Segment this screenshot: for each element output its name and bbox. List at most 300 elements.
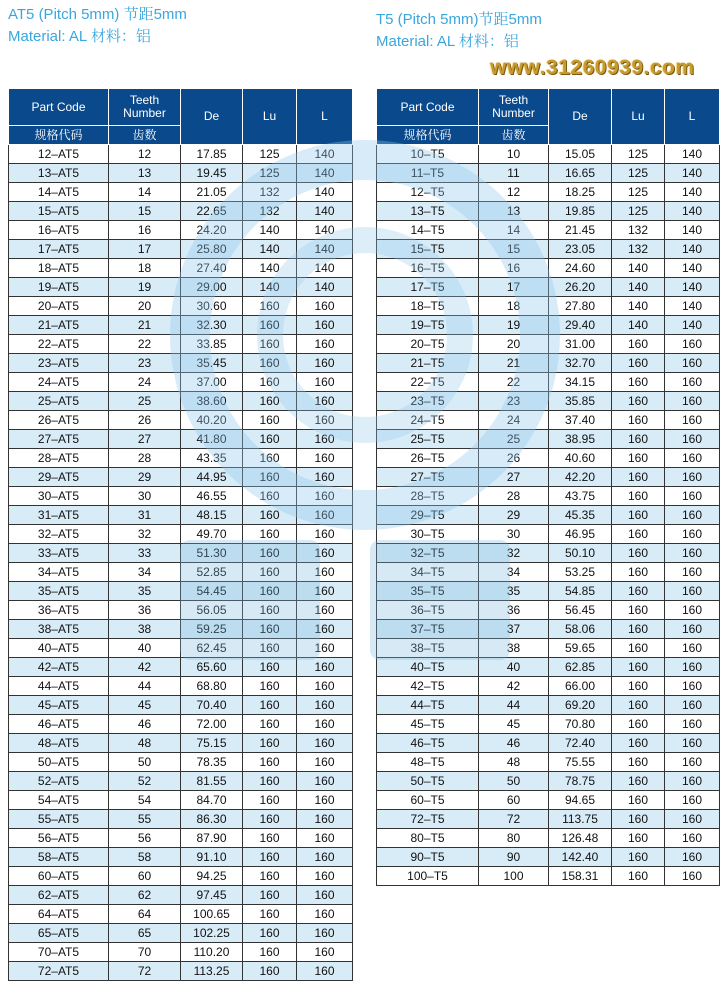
cell-teeth: 38	[109, 620, 181, 639]
table-row	[377, 734, 720, 753]
table-row	[9, 639, 353, 658]
cell-teeth: 72	[479, 810, 549, 829]
cell-de: 87.90	[181, 829, 243, 848]
header-de: De	[181, 89, 243, 145]
cell-lu: 140	[612, 259, 665, 278]
cell-part-code: 35–T5	[377, 582, 479, 601]
cell-l: 160	[297, 905, 353, 924]
table-row	[9, 848, 353, 867]
cell-part-code: 28–AT5	[9, 449, 109, 468]
table-row	[377, 164, 720, 183]
cell-de: 29.40	[549, 316, 612, 335]
cell-l: 140	[665, 297, 720, 316]
cell-part-code: 30–T5	[377, 525, 479, 544]
cell-lu: 160	[612, 525, 665, 544]
cell-part-code: 26–AT5	[9, 411, 109, 430]
cell-l: 160	[297, 620, 353, 639]
table-row	[9, 753, 353, 772]
cell-l: 160	[665, 791, 720, 810]
cell-de: 62.85	[549, 658, 612, 677]
cell-de: 70.40	[181, 696, 243, 715]
cell-teeth: 31	[109, 506, 181, 525]
cell-part-code: 29–AT5	[9, 468, 109, 487]
cell-teeth: 34	[109, 563, 181, 582]
cell-teeth: 36	[479, 601, 549, 620]
cell-lu: 160	[612, 392, 665, 411]
cell-lu: 160	[243, 772, 297, 791]
cell-lu: 160	[243, 620, 297, 639]
cell-l: 140	[297, 183, 353, 202]
cell-de: 37.40	[549, 411, 612, 430]
cell-teeth: 46	[109, 715, 181, 734]
cell-part-code: 13–AT5	[9, 164, 109, 183]
table-row	[377, 430, 720, 449]
table-row	[377, 297, 720, 316]
cell-part-code: 12–AT5	[9, 145, 109, 164]
cell-de: 27.40	[181, 259, 243, 278]
cell-part-code: 28–T5	[377, 487, 479, 506]
cell-teeth: 34	[479, 563, 549, 582]
cell-teeth: 26	[479, 449, 549, 468]
cell-lu: 160	[243, 297, 297, 316]
cell-l: 140	[297, 259, 353, 278]
cell-de: 46.95	[549, 525, 612, 544]
table-row	[377, 373, 720, 392]
cell-lu: 132	[612, 240, 665, 259]
cell-l: 160	[665, 601, 720, 620]
cell-part-code: 50–AT5	[9, 753, 109, 772]
cell-lu: 160	[243, 487, 297, 506]
cell-lu: 140	[612, 297, 665, 316]
cell-l: 160	[297, 430, 353, 449]
table-row	[9, 677, 353, 696]
cell-l: 160	[297, 506, 353, 525]
cell-lu: 160	[243, 924, 297, 943]
cell-de: 69.20	[549, 696, 612, 715]
cell-teeth: 44	[479, 696, 549, 715]
cell-teeth: 15	[479, 240, 549, 259]
cell-l: 160	[665, 563, 720, 582]
cell-lu: 160	[243, 943, 297, 962]
cell-lu: 132	[243, 202, 297, 221]
cell-lu: 160	[612, 354, 665, 373]
table-row	[377, 753, 720, 772]
table-row	[377, 639, 720, 658]
cell-part-code: 23–AT5	[9, 354, 109, 373]
cell-lu: 160	[243, 316, 297, 335]
cell-part-code: 27–T5	[377, 468, 479, 487]
cell-de: 59.25	[181, 620, 243, 639]
cell-teeth: 26	[109, 411, 181, 430]
cell-teeth: 48	[109, 734, 181, 753]
cell-de: 16.65	[549, 164, 612, 183]
cell-lu: 160	[612, 430, 665, 449]
cell-de: 15.05	[549, 145, 612, 164]
table-row	[377, 354, 720, 373]
cell-l: 160	[665, 829, 720, 848]
cell-part-code: 36–T5	[377, 601, 479, 620]
cell-lu: 160	[243, 563, 297, 582]
cell-l: 160	[665, 677, 720, 696]
cell-teeth: 36	[109, 601, 181, 620]
cell-lu: 160	[612, 601, 665, 620]
cell-part-code: 34–AT5	[9, 563, 109, 582]
cell-lu: 160	[612, 373, 665, 392]
cell-part-code: 15–T5	[377, 240, 479, 259]
table-row	[9, 240, 353, 259]
cell-teeth: 38	[479, 639, 549, 658]
cell-part-code: 80–T5	[377, 829, 479, 848]
cell-de: 102.25	[181, 924, 243, 943]
cell-lu: 160	[612, 715, 665, 734]
cell-l: 140	[665, 316, 720, 335]
website-url: www.31260939.com	[490, 56, 695, 79]
cell-de: 54.85	[549, 582, 612, 601]
cell-part-code: 36–AT5	[9, 601, 109, 620]
header-part-code-cn: 规格代码	[377, 126, 479, 145]
cell-part-code: 32–T5	[377, 544, 479, 563]
header-de: De	[549, 89, 612, 145]
cell-l: 140	[665, 240, 720, 259]
cell-teeth: 32	[109, 525, 181, 544]
cell-l: 160	[665, 354, 720, 373]
cell-part-code: 72–AT5	[9, 962, 109, 981]
cell-lu: 160	[612, 449, 665, 468]
table-row	[9, 525, 353, 544]
cell-l: 140	[665, 259, 720, 278]
cell-teeth: 56	[109, 829, 181, 848]
cell-part-code: 30–AT5	[9, 487, 109, 506]
cell-teeth: 45	[479, 715, 549, 734]
cell-teeth: 11	[479, 164, 549, 183]
cell-de: 48.15	[181, 506, 243, 525]
cell-lu: 125	[243, 164, 297, 183]
cell-lu: 160	[243, 677, 297, 696]
cell-l: 160	[665, 848, 720, 867]
cell-lu: 160	[243, 753, 297, 772]
table-row	[9, 468, 353, 487]
table-row	[377, 449, 720, 468]
cell-lu: 160	[612, 544, 665, 563]
cell-l: 140	[665, 278, 720, 297]
cell-part-code: 100–T5	[377, 867, 479, 886]
header-teeth-cn: 齿数	[109, 126, 181, 145]
cell-part-code: 56–AT5	[9, 829, 109, 848]
cell-part-code: 11–T5	[377, 164, 479, 183]
cell-de: 97.45	[181, 886, 243, 905]
cell-l: 160	[665, 449, 720, 468]
cell-l: 160	[297, 468, 353, 487]
cell-de: 38.60	[181, 392, 243, 411]
cell-l: 160	[297, 734, 353, 753]
cell-de: 18.25	[549, 183, 612, 202]
cell-de: 62.45	[181, 639, 243, 658]
table-row	[377, 221, 720, 240]
cell-teeth: 48	[479, 753, 549, 772]
cell-de: 24.20	[181, 221, 243, 240]
cell-lu: 160	[612, 829, 665, 848]
cell-teeth: 54	[109, 791, 181, 810]
cell-de: 78.75	[549, 772, 612, 791]
cell-lu: 160	[243, 601, 297, 620]
cell-l: 160	[297, 316, 353, 335]
cell-de: 56.45	[549, 601, 612, 620]
table-row	[9, 164, 353, 183]
cell-l: 160	[665, 867, 720, 886]
cell-part-code: 21–AT5	[9, 316, 109, 335]
cell-teeth: 17	[479, 278, 549, 297]
cell-l: 160	[297, 449, 353, 468]
cell-de: 19.45	[181, 164, 243, 183]
table-row	[377, 563, 720, 582]
cell-teeth: 15	[109, 202, 181, 221]
cell-l: 160	[665, 487, 720, 506]
table-row	[9, 202, 353, 221]
cell-lu: 160	[243, 791, 297, 810]
cell-part-code: 12–T5	[377, 183, 479, 202]
cell-teeth: 24	[479, 411, 549, 430]
cell-part-code: 15–AT5	[9, 202, 109, 221]
cell-de: 142.40	[549, 848, 612, 867]
cell-l: 160	[665, 430, 720, 449]
cell-teeth: 21	[479, 354, 549, 373]
cell-de: 75.55	[549, 753, 612, 772]
table-row	[9, 259, 353, 278]
table-row	[377, 810, 720, 829]
cell-l: 160	[665, 639, 720, 658]
cell-lu: 160	[612, 677, 665, 696]
cell-teeth: 40	[479, 658, 549, 677]
table-row	[377, 392, 720, 411]
cell-de: 49.70	[181, 525, 243, 544]
header-teeth-cn: 齿数	[479, 126, 549, 145]
cell-teeth: 52	[109, 772, 181, 791]
cell-teeth: 37	[479, 620, 549, 639]
cell-part-code: 54–AT5	[9, 791, 109, 810]
cell-part-code: 24–T5	[377, 411, 479, 430]
cell-part-code: 46–AT5	[9, 715, 109, 734]
table-row	[9, 278, 353, 297]
cell-lu: 160	[243, 848, 297, 867]
cell-part-code: 46–T5	[377, 734, 479, 753]
cell-de: 50.10	[549, 544, 612, 563]
cell-l: 160	[297, 582, 353, 601]
cell-de: 42.20	[549, 468, 612, 487]
cell-lu: 140	[243, 240, 297, 259]
table-row	[377, 791, 720, 810]
table-row	[377, 696, 720, 715]
cell-de: 45.35	[549, 506, 612, 525]
cell-part-code: 34–T5	[377, 563, 479, 582]
cell-teeth: 28	[479, 487, 549, 506]
table-row	[9, 506, 353, 525]
cell-lu: 160	[243, 582, 297, 601]
cell-teeth: 27	[479, 468, 549, 487]
table-row	[377, 525, 720, 544]
cell-part-code: 25–AT5	[9, 392, 109, 411]
table-row	[9, 183, 353, 202]
cell-lu: 160	[612, 620, 665, 639]
table-row	[377, 278, 720, 297]
cell-l: 160	[297, 772, 353, 791]
cell-part-code: 50–T5	[377, 772, 479, 791]
cell-l: 140	[665, 202, 720, 221]
cell-lu: 160	[243, 430, 297, 449]
cell-lu: 160	[243, 886, 297, 905]
cell-l: 160	[297, 544, 353, 563]
cell-lu: 160	[612, 734, 665, 753]
cell-de: 58.06	[549, 620, 612, 639]
cell-part-code: 22–AT5	[9, 335, 109, 354]
table-row	[9, 487, 353, 506]
header-teeth: Teeth Number	[479, 89, 549, 126]
cell-lu: 160	[612, 772, 665, 791]
left-material: Material: AL 材料：铝	[8, 28, 151, 45]
cell-l: 160	[297, 867, 353, 886]
cell-part-code: 62–AT5	[9, 886, 109, 905]
cell-l: 160	[297, 696, 353, 715]
table-row	[377, 259, 720, 278]
cell-teeth: 18	[479, 297, 549, 316]
cell-de: 126.48	[549, 829, 612, 848]
table-row	[377, 867, 720, 886]
cell-part-code: 60–T5	[377, 791, 479, 810]
cell-de: 24.60	[549, 259, 612, 278]
right-title: T5 (Pitch 5mm)节距5mm	[376, 11, 542, 28]
cell-part-code: 13–T5	[377, 202, 479, 221]
table-row	[9, 829, 353, 848]
cell-de: 113.25	[181, 962, 243, 981]
cell-de: 27.80	[549, 297, 612, 316]
cell-de: 81.55	[181, 772, 243, 791]
cell-teeth: 35	[479, 582, 549, 601]
cell-de: 100.65	[181, 905, 243, 924]
header-lu: Lu	[612, 89, 665, 145]
cell-part-code: 44–T5	[377, 696, 479, 715]
cell-lu: 160	[243, 335, 297, 354]
cell-l: 160	[297, 354, 353, 373]
cell-part-code: 24–AT5	[9, 373, 109, 392]
cell-teeth: 90	[479, 848, 549, 867]
header-part-code: Part Code	[9, 89, 109, 126]
cell-teeth: 33	[109, 544, 181, 563]
cell-lu: 160	[612, 810, 665, 829]
cell-part-code: 16–AT5	[9, 221, 109, 240]
cell-part-code: 32–AT5	[9, 525, 109, 544]
cell-de: 68.80	[181, 677, 243, 696]
cell-part-code: 48–T5	[377, 753, 479, 772]
cell-l: 160	[665, 620, 720, 639]
cell-de: 56.05	[181, 601, 243, 620]
cell-teeth: 17	[109, 240, 181, 259]
cell-l: 160	[665, 335, 720, 354]
cell-de: 46.55	[181, 487, 243, 506]
table-row	[9, 563, 353, 582]
cell-l: 140	[665, 145, 720, 164]
cell-teeth: 72	[109, 962, 181, 981]
cell-teeth: 60	[479, 791, 549, 810]
cell-teeth: 30	[109, 487, 181, 506]
header-teeth: Teeth Number	[109, 89, 181, 126]
table-row	[9, 658, 353, 677]
cell-l: 140	[297, 202, 353, 221]
cell-l: 160	[665, 468, 720, 487]
cell-teeth: 18	[109, 259, 181, 278]
cell-l: 160	[665, 696, 720, 715]
cell-l: 140	[297, 278, 353, 297]
cell-part-code: 35–AT5	[9, 582, 109, 601]
cell-part-code: 42–AT5	[9, 658, 109, 677]
cell-l: 160	[297, 810, 353, 829]
cell-part-code: 18–AT5	[9, 259, 109, 278]
cell-lu: 140	[243, 221, 297, 240]
cell-part-code: 26–T5	[377, 449, 479, 468]
cell-de: 52.85	[181, 563, 243, 582]
cell-teeth: 46	[479, 734, 549, 753]
cell-part-code: 17–T5	[377, 278, 479, 297]
cell-de: 158.31	[549, 867, 612, 886]
cell-de: 86.30	[181, 810, 243, 829]
cell-de: 17.85	[181, 145, 243, 164]
cell-lu: 160	[612, 563, 665, 582]
cell-lu: 160	[243, 392, 297, 411]
table-row	[9, 354, 353, 373]
cell-de: 44.95	[181, 468, 243, 487]
cell-l: 160	[665, 544, 720, 563]
cell-de: 72.00	[181, 715, 243, 734]
cell-lu: 160	[243, 696, 297, 715]
cell-lu: 132	[243, 183, 297, 202]
cell-de: 75.15	[181, 734, 243, 753]
cell-l: 160	[665, 582, 720, 601]
cell-de: 21.05	[181, 183, 243, 202]
table-row	[9, 886, 353, 905]
cell-de: 22.65	[181, 202, 243, 221]
table-row	[9, 392, 353, 411]
cell-lu: 160	[612, 658, 665, 677]
at5-table	[8, 88, 353, 981]
table-row	[9, 297, 353, 316]
cell-lu: 140	[243, 259, 297, 278]
cell-de: 35.85	[549, 392, 612, 411]
cell-de: 43.35	[181, 449, 243, 468]
cell-teeth: 44	[109, 677, 181, 696]
cell-teeth: 30	[479, 525, 549, 544]
cell-lu: 160	[243, 658, 297, 677]
cell-l: 160	[665, 658, 720, 677]
cell-teeth: 16	[479, 259, 549, 278]
cell-l: 140	[297, 240, 353, 259]
cell-l: 160	[297, 373, 353, 392]
cell-lu: 160	[243, 411, 297, 430]
cell-lu: 125	[612, 145, 665, 164]
cell-part-code: 22–T5	[377, 373, 479, 392]
cell-teeth: 25	[109, 392, 181, 411]
cell-l: 160	[665, 810, 720, 829]
cell-teeth: 23	[479, 392, 549, 411]
cell-l: 160	[665, 525, 720, 544]
cell-teeth: 23	[109, 354, 181, 373]
cell-part-code: 52–AT5	[9, 772, 109, 791]
cell-teeth: 12	[479, 183, 549, 202]
cell-lu: 160	[612, 411, 665, 430]
cell-l: 160	[297, 962, 353, 981]
table-row	[9, 544, 353, 563]
cell-l: 140	[665, 221, 720, 240]
cell-de: 53.25	[549, 563, 612, 582]
cell-de: 94.65	[549, 791, 612, 810]
cell-l: 160	[297, 525, 353, 544]
